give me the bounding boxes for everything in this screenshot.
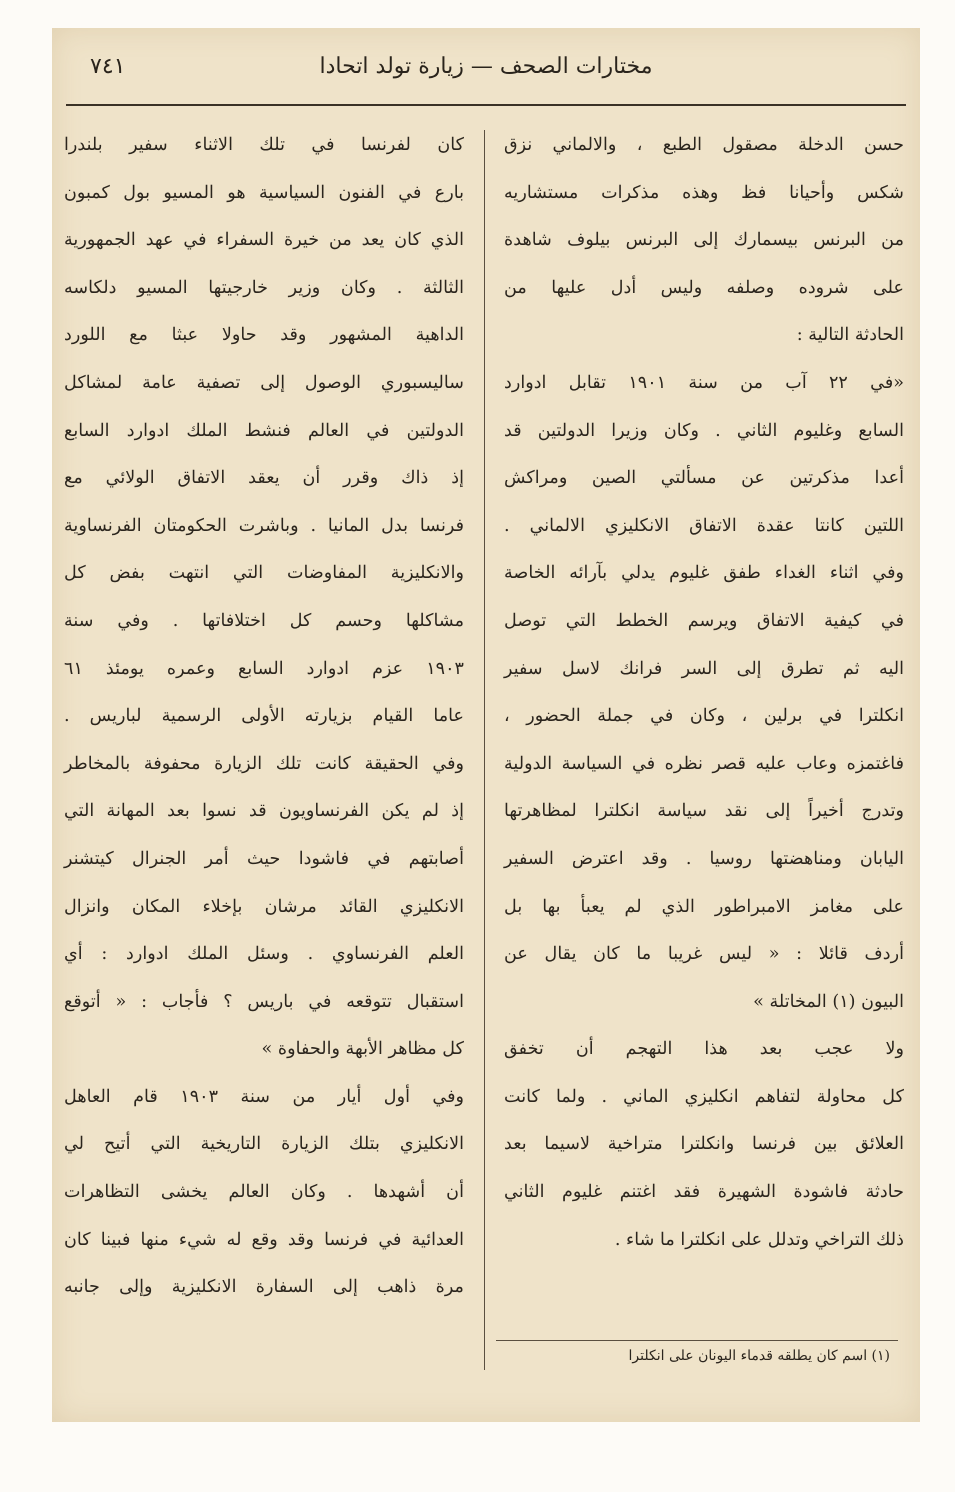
text-line: وتدرج أخيراً إلى نقد سياسة انكلترا لمظاهرتها xyxy=(504,801,904,822)
page-number: ٧٤١ xyxy=(90,54,126,79)
text-line: حسن الدخلة مصقول الطبع ، والالماني نزق xyxy=(504,135,904,155)
column-divider xyxy=(484,130,485,1370)
text-line: إذ ذاك وقرر أن يعقد الاتفاق الولائي مع xyxy=(64,468,464,489)
text-line: كل محاولة لتفاهم انكليزي الماني . ولما كانت xyxy=(504,1086,904,1107)
text-line: العلم الفرنساوي . وسئل الملك ادوارد : أي xyxy=(64,944,464,965)
text-line: اليه ثم تطرق إلى السر فرانك لاسل سفير xyxy=(504,658,904,679)
text-line: انكلترا في برلين ، وكان في جملة الحضور ، xyxy=(504,706,904,727)
page-header xyxy=(52,50,920,90)
text-line: من البرنس بيسمارك إلى البرنس بيلوف شاهدة xyxy=(504,230,904,251)
text-line: وفي أول أيار من سنة ١٩٠٣ قام العاهل xyxy=(64,1086,464,1107)
text-line: مشاكلها وحسم كل اختلافاتها . وفي سنة xyxy=(64,610,464,631)
footnote-rule xyxy=(496,1340,898,1341)
text-line: فرنسا بدل المانيا . وباشرت الحكومتان الفرنساوية xyxy=(64,515,464,536)
footnote: (١) اسم كان يطلقه قدماء اليونان على انكلترا xyxy=(628,1348,890,1364)
text-line: أن أشهدها . وكان العالم يخشى التظاهرات xyxy=(64,1182,464,1203)
text-line: عاما القيام بزيارته الأولى الرسمية لباريس . xyxy=(64,706,464,727)
text-line: ١٩٠٣ عزم ادوارد السابع وعمره يومئذ ٦١ xyxy=(64,658,464,679)
text-line: كل مظاهر الأبهة والحفاوة » xyxy=(261,1039,464,1060)
text-line: الانكليزي القائد مرشان بإخلاء المكان وانزال xyxy=(64,896,464,917)
text-line: على مغامز الامبراطور الذي لم يعبأ بها بل xyxy=(504,896,904,917)
text-line: البيون (١) المخاتلة » xyxy=(753,991,904,1012)
text-line: وفي اثناء الغداء طفق غليوم يدلي بآرائه الخاصة xyxy=(504,563,904,584)
text-line: أصابتهم في فاشودا حيث أمر الجنرال كيتشنر xyxy=(64,848,464,869)
right-column xyxy=(504,122,904,1264)
text-line: والانكليزية المفاوضات التي انتهت بفض كل xyxy=(64,563,464,584)
book-page xyxy=(52,28,920,1422)
text-line: شكس وأحيانا فظ وهذه مذكرات مستشاريه xyxy=(504,182,904,203)
text-line: العلائق بين فرنسا وانكلترا متراخية لاسيما بعد xyxy=(504,1134,904,1155)
text-line: الانكليزي بتلك الزيارة التاريخية التي أتيح لي xyxy=(64,1134,464,1155)
text-line: إذ لم يكن الفرنساويون قد نسوا بعد المهانة التي xyxy=(64,801,464,822)
text-line: الثالثة . وكان وزير خارجيتها المسيو دلكاسه xyxy=(64,277,464,298)
left-column xyxy=(64,122,464,1312)
text-line: ساليسبوري الوصول إلى تصفية عامة لمشاكل xyxy=(64,372,464,393)
text-line: العدائية في فرنسا وقد وقع له شيء منها فبينا كان xyxy=(64,1229,464,1250)
text-line: وفي الحقيقة كانت تلك الزيارة محفوفة بالمخاطر xyxy=(64,753,464,774)
text-line: مرة ذاهب إلى السفارة الانكليزية وإلى جانبه xyxy=(64,1277,464,1298)
text-line: أعدا مذكرتين عن مسألتي الصين ومراكش xyxy=(504,468,904,489)
text-line: بارع في الفنون السياسية هو المسيو بول كمبون xyxy=(64,182,464,203)
text-line: اليابان ومناهضتها روسيا . وقد اعترض السفير xyxy=(504,848,904,869)
running-title: مختارات الصحف — زيارة تولد اتحادا xyxy=(319,54,653,79)
text-line: اللتين كانتا عقدة الاتفاق الانكليزي الالماني . xyxy=(504,515,904,536)
text-line: على شروده وصلفه وليس أدل عليها من xyxy=(504,277,904,298)
text-line: السابع وغليوم الثاني . وكان وزيرا الدولتين قد xyxy=(504,420,904,441)
text-line: ذلك التراخي وتدلل على انكلترا ما شاء . xyxy=(614,1229,904,1250)
text-line: أردف قائلا : « ليس غريبا ما كان يقال عن xyxy=(504,944,904,965)
text-line: الذي كان يعد من خيرة السفراء في عهد الجمهورية xyxy=(64,230,464,251)
text-line: حادثة فاشودة الشهيرة فقد اغتنم غليوم الثاني xyxy=(504,1182,904,1203)
header-rule xyxy=(66,104,906,106)
text-line: «في ٢٢ آب من سنة ١٩٠١ تقابل ادوارد xyxy=(504,372,904,393)
text-line: الداهية المشهور وقد حاولا عبثا مع اللورد xyxy=(64,325,464,346)
text-line: ولا عجب بعد هذا التهجم أن تخفق xyxy=(504,1039,904,1060)
text-line: استقبال تتوقعه في باريس ؟ فأجاب : « أتوقع xyxy=(64,991,464,1012)
text-line: الحادثة التالية : xyxy=(796,325,904,346)
text-line: الدولتين في العالم فنشط الملك ادوارد السابع xyxy=(64,420,464,441)
text-line: في كيفية الاتفاق ويرسم الخطط التي توصل xyxy=(504,610,904,631)
text-line: فاغتمزه وعاب عليه قصر نظره في السياسة الدولية xyxy=(504,753,904,774)
text-line: كان لفرنسا في تلك الاثناء سفير بلندرا xyxy=(64,135,464,155)
